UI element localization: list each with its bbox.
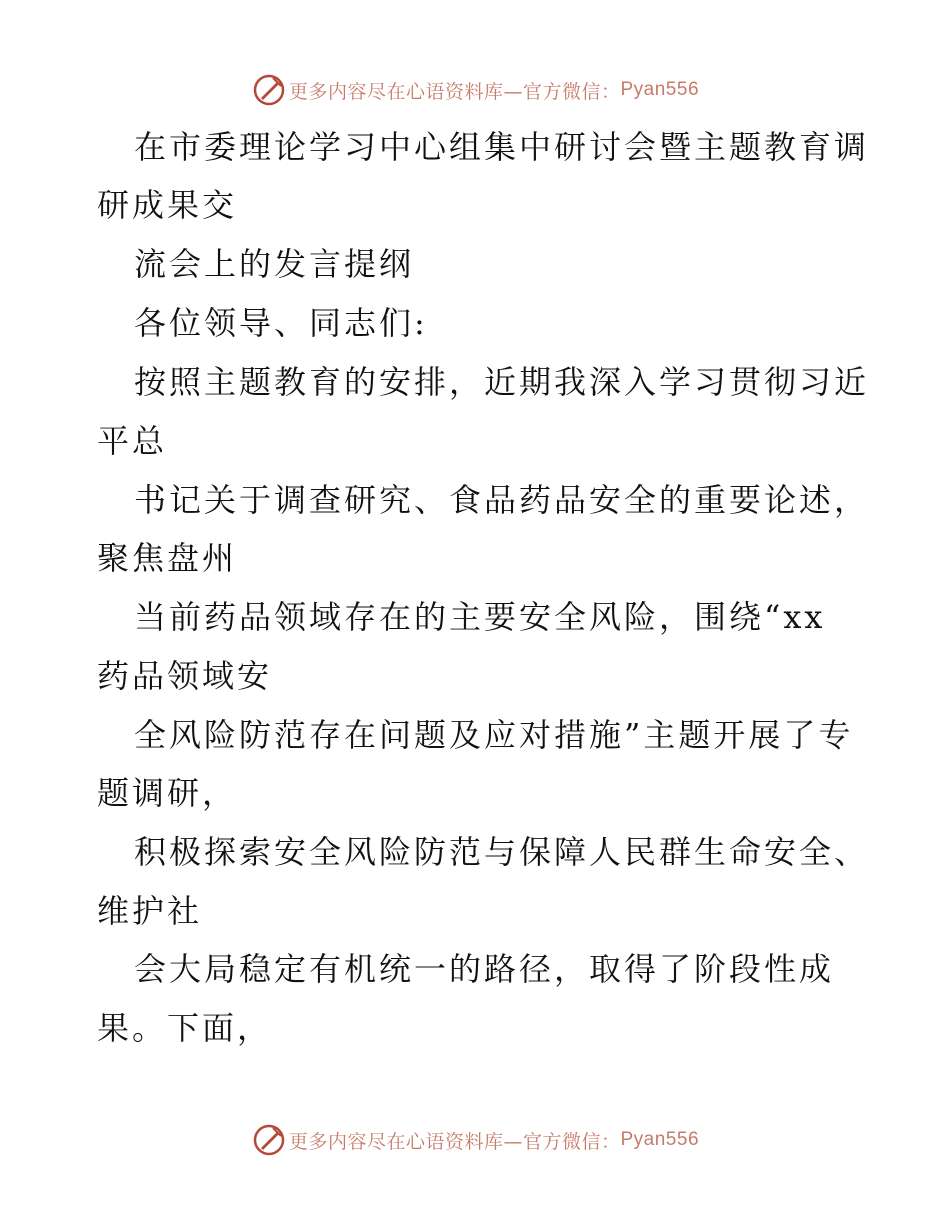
title-line: 在市委理论学习中心组集中研讨会暨主题教育调 xyxy=(134,128,870,166)
paragraph-line: 果。下面， xyxy=(97,1009,273,1047)
watermark-text: 更多内容尽在心语资料库—官方微信： xyxy=(288,80,621,103)
header-watermark xyxy=(0,70,950,110)
paragraph-line: 积极探索安全风险防范与保障人民群生命安全、 xyxy=(134,833,870,871)
pen-logo-icon xyxy=(251,1122,287,1158)
salutation-line: 各位领导、同志们: xyxy=(134,304,428,342)
paragraph-line: 书记关于调查研究、食品药品安全的重要论述， xyxy=(134,481,870,519)
pen-logo-icon xyxy=(251,72,287,108)
paragraph-line: 题调研， xyxy=(97,774,238,812)
title-line: 研成果交 xyxy=(97,186,238,224)
paragraph-line: 平总 xyxy=(97,422,168,460)
paragraph-line: 全风险防范存在问题及应对措施”主题开展了专 xyxy=(134,716,854,754)
watermark-wechat-id: Pyan556 xyxy=(620,79,700,100)
paragraph-line: 药品领域安 xyxy=(97,657,273,695)
paragraph-line: 当前药品领域存在的主要安全风险，围绕“xx xyxy=(134,598,826,636)
watermark-text: 更多内容尽在心语资料库—官方微信： xyxy=(288,1130,621,1153)
footer-watermark xyxy=(0,1120,950,1160)
paragraph-line: 按照主题教育的安排，近期我深入学习贯彻习近 xyxy=(134,363,870,401)
paragraph-line: 会大局稳定有机统一的路径，取得了阶段性成 xyxy=(134,950,835,988)
paragraph-line: 维护社 xyxy=(97,892,203,930)
title-line: 流会上的发言提纲 xyxy=(134,245,415,283)
paragraph-line: 聚焦盘州 xyxy=(97,539,238,577)
watermark-wechat-id: Pyan556 xyxy=(620,1129,700,1150)
